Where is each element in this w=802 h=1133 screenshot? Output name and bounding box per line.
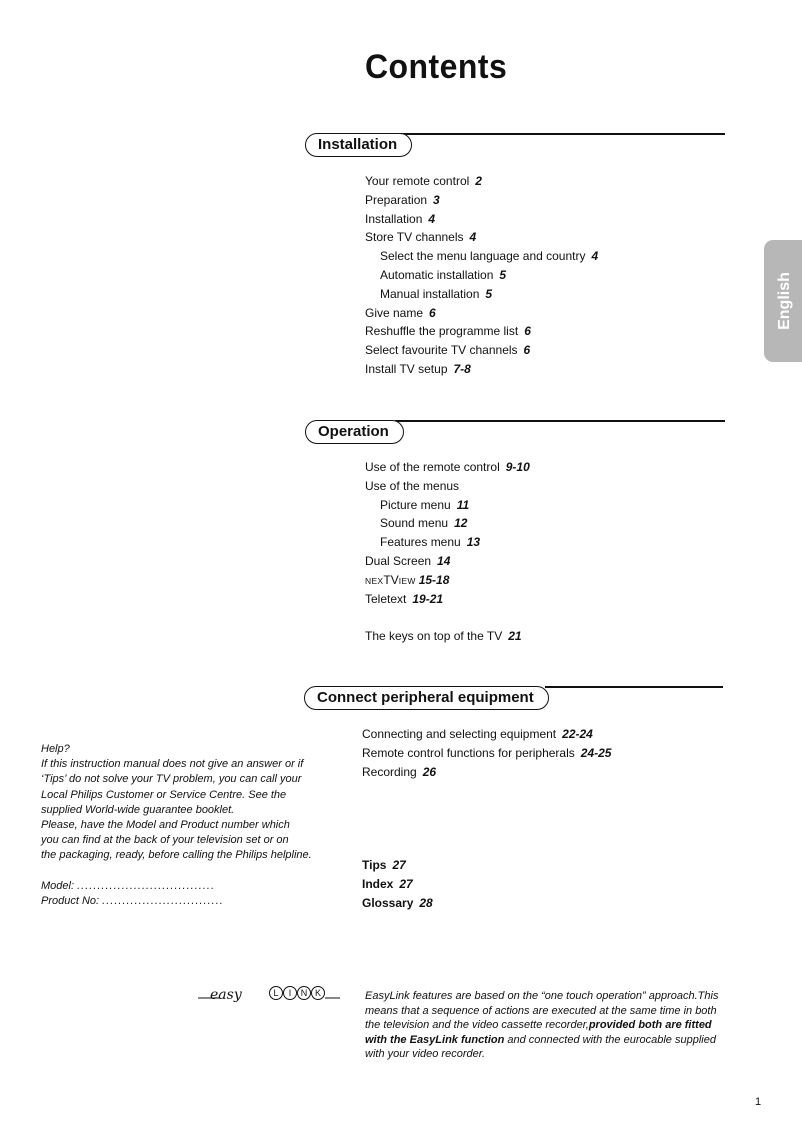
list-item: Tips 27 (362, 858, 406, 872)
list-item: Reshuffle the programme list 6 (365, 324, 531, 339)
section-heading-peripherals: Connect peripheral equipment (304, 686, 549, 710)
list-item: Use of the remote control 9-10 (365, 460, 530, 474)
language-tab-label: English (776, 272, 793, 330)
list-item: Install TV setup 7-8 (365, 361, 471, 376)
list-item: Automatic installation 5 (380, 267, 507, 282)
list-item: Connecting and selecting equipment 22-24 (362, 727, 593, 741)
list-item: Select favourite TV channels 6 (365, 343, 531, 358)
list-item: Glossary 28 (362, 895, 433, 910)
section-heading-operation: Operation (305, 420, 404, 444)
section-rule (545, 686, 723, 688)
page-number: 1 (755, 1096, 762, 1108)
help-line: Local Philips Customer or Service Centre. See the (41, 788, 287, 801)
list-item: Installation 4 (365, 211, 436, 226)
help-line: supplied World-wide guarantee booklet. (41, 803, 235, 816)
list-item: The keys on top of the TV 21 (365, 629, 522, 644)
installation-list (365, 172, 598, 379)
list-item: Remote control functions for peripherals 24-25 (362, 745, 612, 760)
logo-word: easy (210, 987, 242, 1003)
section-rule (395, 420, 725, 422)
list-item: Index 27 (362, 876, 413, 891)
list-item: Manual installation 5 (380, 286, 493, 301)
page-title: Contents (365, 48, 508, 86)
operation-list (365, 458, 530, 646)
help-line: Please, have the Model and Product number which (41, 819, 290, 832)
logo-letter: N (300, 988, 308, 998)
list-item: Give name 6 (365, 305, 436, 320)
list-item: Recording 26 (362, 764, 437, 779)
list-item: Picture menu 11 (380, 497, 470, 512)
help-note (41, 742, 313, 909)
easylink-description: EasyLink features are based on the “one touch operation” approach.This means that a sequence of actions are executed at the same time in both the television and the video cassette recorder,provided both are fitted with the EasyLink function and connected with the eurocable supplied with your video recorder. (365, 990, 719, 1061)
list-item: Preparation 3 (365, 192, 440, 207)
help-line: If this instruction manual does not give an answer or if (41, 758, 304, 771)
list-item: NEXTVIEW 15-18 (365, 572, 450, 587)
logo-letter: I (288, 988, 292, 998)
model-field: Model: .................................. (41, 879, 216, 892)
help-line: the packaging, ready, before calling the Philips helpline. (41, 849, 312, 862)
help-heading: Help? (41, 743, 70, 755)
logo-letter: L (273, 988, 279, 998)
list-item: Features menu 13 (380, 535, 481, 550)
help-line: you can find at the back of your television set or on (41, 834, 289, 847)
list-item: Your remote control 2 (365, 174, 482, 188)
list-item: Use of the menus (365, 478, 460, 493)
product-number-field: Product No: .............................. (41, 894, 224, 907)
help-line: ‘Tips’ do not solve your TV problem, you can call your (41, 773, 302, 786)
peripherals-list (362, 725, 611, 781)
list-item: Select the menu language and country 4 (380, 249, 599, 264)
list-item: Dual Screen 14 (365, 553, 451, 568)
list-item: Teletext 19-21 (365, 591, 444, 606)
list-item: Sound menu 12 (380, 516, 468, 531)
language-tab (764, 240, 802, 362)
section-heading-installation: Installation (305, 133, 412, 157)
section-rule (400, 133, 725, 135)
extras-list (362, 856, 433, 912)
easylink-logo (198, 984, 340, 1006)
logo-letter: K (314, 988, 322, 998)
list-item: Store TV channels 4 (365, 230, 477, 245)
